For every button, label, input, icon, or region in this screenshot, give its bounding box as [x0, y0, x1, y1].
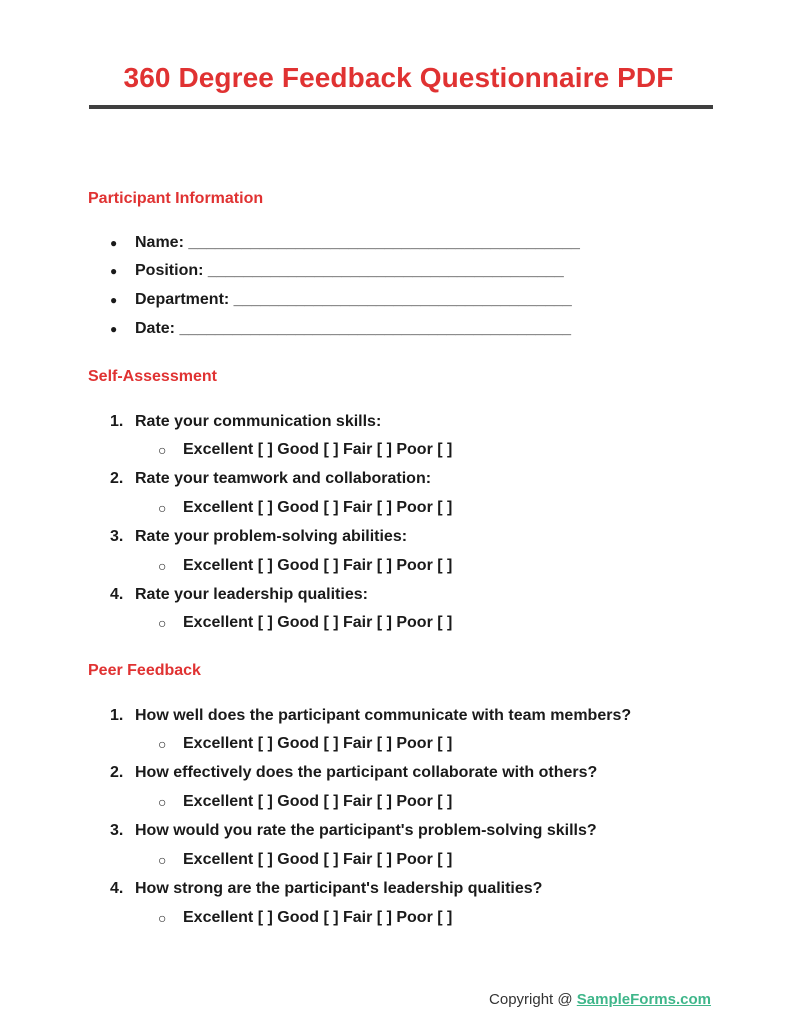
page-title: 360 Degree Feedback Questionnaire PDF	[123, 62, 674, 93]
self-question-1: Rate your communication skills:	[135, 413, 382, 430]
peer-question-2: How effectively does the participant collaborate with others?	[135, 764, 598, 781]
sub-bullet-marker: ○	[158, 558, 167, 574]
brand-link[interactable]: SampleForms.com	[576, 991, 711, 1008]
bullet-marker: ●	[110, 322, 118, 336]
list-number: 3.	[110, 528, 124, 545]
list-number: 2.	[110, 764, 124, 781]
sub-bullet-marker: ○	[158, 736, 167, 752]
list-number: 3.	[110, 822, 124, 839]
bullet-marker: ●	[110, 264, 118, 278]
field-department: Department: ______________________________________	[135, 291, 572, 308]
sub-bullet-marker: ○	[158, 615, 167, 631]
copyright-text: Copyright @	[489, 991, 577, 1008]
list-number: 1.	[110, 413, 124, 430]
self-question-2: Rate your teamwork and collaboration:	[135, 470, 432, 487]
list-number: 2.	[110, 470, 124, 487]
section-heading-self-assessment: Self-Assessment	[88, 368, 217, 385]
section-heading-participant-info: Participant Information	[88, 190, 264, 207]
sub-bullet-marker: ○	[158, 500, 167, 516]
footer-copyright	[489, 990, 711, 1010]
bullet-marker: ●	[110, 293, 118, 307]
sub-bullet-marker: ○	[158, 442, 167, 458]
self-question-4: Rate your leadership qualities:	[135, 586, 368, 603]
list-number: 4.	[110, 586, 124, 603]
title-divider	[89, 105, 713, 109]
peer-rating-options-3: Excellent [ ] Good [ ] Fair [ ] Poor [ ]	[183, 851, 453, 868]
peer-question-3: How would you rate the participant's problem-solving skills?	[135, 822, 597, 839]
peer-question-1: How well does the participant communicate with team members?	[135, 707, 632, 724]
peer-rating-options-2: Excellent [ ] Good [ ] Fair [ ] Poor [ ]	[183, 793, 453, 810]
self-rating-options-1: Excellent [ ] Good [ ] Fair [ ] Poor [ ]	[183, 441, 453, 458]
bullet-marker: ●	[110, 236, 118, 250]
field-date: Date: ____________________________________________	[135, 320, 571, 337]
self-rating-options-2: Excellent [ ] Good [ ] Fair [ ] Poor [ ]	[183, 499, 453, 516]
self-rating-options-3: Excellent [ ] Good [ ] Fair [ ] Poor [ ]	[183, 557, 453, 574]
sub-bullet-marker: ○	[158, 794, 167, 810]
self-question-3: Rate your problem-solving abilities:	[135, 528, 408, 545]
list-number: 1.	[110, 707, 124, 724]
section-heading-peer-feedback: Peer Feedback	[88, 662, 201, 679]
field-position: Position: ________________________________________	[135, 262, 564, 279]
list-number: 4.	[110, 880, 124, 897]
self-rating-options-4: Excellent [ ] Good [ ] Fair [ ] Poor [ ]	[183, 614, 453, 631]
peer-question-4: How strong are the participant's leadership qualities?	[135, 880, 543, 897]
sub-bullet-marker: ○	[158, 910, 167, 926]
peer-rating-options-1: Excellent [ ] Good [ ] Fair [ ] Poor [ ]	[183, 735, 453, 752]
field-name: Name: ____________________________________________	[135, 234, 580, 251]
sub-bullet-marker: ○	[158, 852, 167, 868]
peer-rating-options-4: Excellent [ ] Good [ ] Fair [ ] Poor [ ]	[183, 909, 453, 926]
